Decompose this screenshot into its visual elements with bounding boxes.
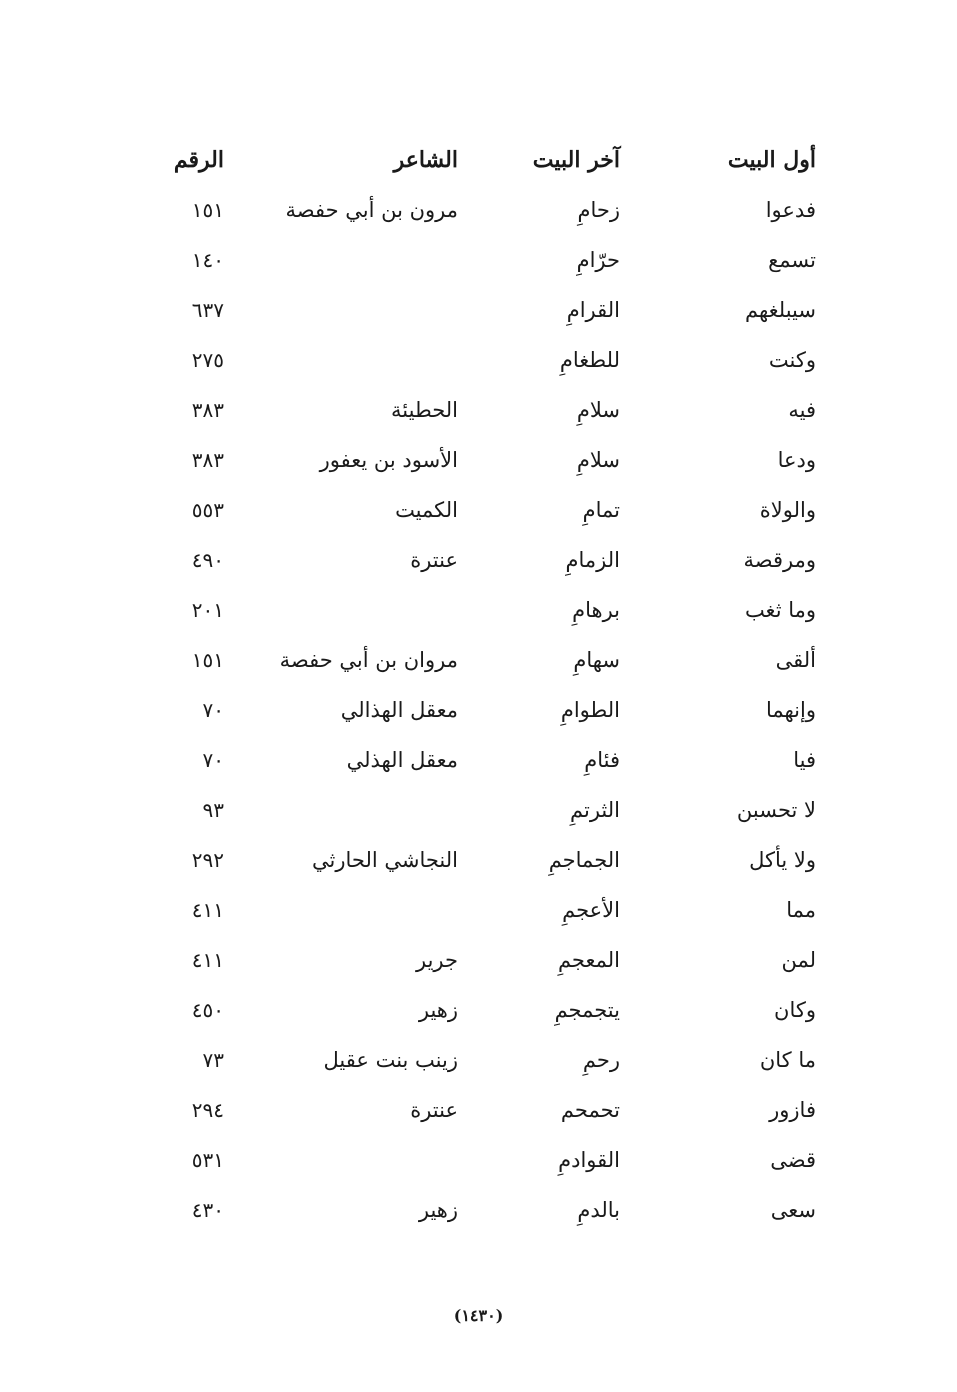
- table-row: [150, 290, 830, 340]
- number-cell: ٣٨٣: [191, 448, 224, 472]
- table-row: [150, 340, 830, 390]
- table-row: [150, 840, 830, 890]
- last-verse-cell: الطوامِ: [560, 698, 620, 722]
- first-verse-cell: ودعا: [777, 448, 816, 472]
- first-verse-cell: ولا يأكل: [749, 848, 816, 872]
- number-cell: ٢٧٥: [191, 348, 224, 372]
- first-verse-cell: ما كان: [759, 1048, 816, 1072]
- number-cell: ٤٣٠: [191, 1198, 224, 1222]
- number-cell: ٤٩٠: [191, 548, 224, 572]
- poet-cell: عنترة: [410, 548, 458, 572]
- last-verse-cell: تحمحم: [560, 1098, 620, 1122]
- first-verse-cell: فازور: [769, 1098, 816, 1122]
- poet-cell: مرون بن أبي حفصة: [285, 198, 458, 222]
- last-verse-cell: الثرتمِ: [570, 798, 620, 822]
- header-number: الرقم: [173, 147, 224, 173]
- number-cell: ٤٥٠: [191, 998, 224, 1022]
- first-verse-cell: فدعوا: [765, 198, 816, 222]
- number-cell: ١٤٠: [191, 248, 224, 272]
- table-row: [150, 390, 830, 440]
- last-verse-cell: الأعجمِ: [562, 898, 620, 922]
- number-cell: ٧٠: [202, 698, 224, 722]
- number-cell: ٥٥٣: [191, 498, 224, 522]
- table-body: [150, 190, 830, 1240]
- first-verse-cell: مما: [786, 898, 816, 922]
- last-verse-cell: يتجمجمِ: [554, 998, 620, 1022]
- number-cell: ١٥١: [191, 198, 224, 222]
- number-cell: ٦٣٧: [191, 298, 224, 322]
- last-verse-cell: تمامِ: [582, 498, 620, 522]
- poet-cell: الحطيئة: [391, 398, 458, 422]
- number-cell: ٧٣: [202, 1048, 224, 1072]
- poet-cell: الأسود بن يعفور: [319, 448, 458, 472]
- table-header: [150, 140, 830, 190]
- table-row: [150, 590, 830, 640]
- table-row: [150, 940, 830, 990]
- first-verse-cell: سعى: [770, 1198, 816, 1222]
- table-row: [150, 490, 830, 540]
- number-cell: ٣٨٣: [191, 398, 224, 422]
- last-verse-cell: حرّامِ: [576, 248, 620, 272]
- table-row: [150, 240, 830, 290]
- poet-cell: زينب بنت عقيل: [323, 1048, 458, 1072]
- table-row: [150, 540, 830, 590]
- table-row: [150, 440, 830, 490]
- first-verse-cell: تسمع: [768, 248, 816, 272]
- poet-cell: الكميت: [395, 498, 458, 522]
- first-verse-cell: وإنهما: [765, 698, 816, 722]
- page-number: (١٤٣٠): [453, 1306, 504, 1325]
- last-verse-cell: رحمِ: [582, 1048, 620, 1072]
- last-verse-cell: للطغامِ: [559, 348, 620, 372]
- last-verse-cell: الزمامِ: [565, 548, 620, 572]
- first-verse-cell: فيه: [788, 398, 816, 422]
- first-verse-cell: لا تحسبن: [736, 798, 816, 822]
- first-verse-cell: لمن: [781, 948, 816, 972]
- first-verse-cell: ومرقصة: [743, 548, 816, 572]
- number-cell: ٥٣١: [191, 1148, 224, 1172]
- first-verse-cell: وكان: [774, 998, 816, 1022]
- table-row: [150, 190, 830, 240]
- last-verse-cell: سلامِ: [576, 448, 620, 472]
- first-verse-cell: وكنت: [768, 348, 816, 372]
- header-last-verse: آخر البيت: [532, 147, 620, 173]
- table-row: [150, 890, 830, 940]
- table-row: [150, 690, 830, 740]
- first-verse-cell: سيبلغهم: [744, 298, 816, 322]
- last-verse-cell: بالدمِ: [577, 1198, 620, 1222]
- number-cell: ٢٠١: [191, 598, 224, 622]
- last-verse-cell: القرامِ: [566, 298, 620, 322]
- number-cell: ٧٠: [202, 748, 224, 772]
- last-verse-cell: القوادمِ: [558, 1148, 620, 1172]
- last-verse-cell: فئامِ: [584, 748, 620, 772]
- table-row: [150, 1140, 830, 1190]
- first-verse-cell: فيا: [793, 748, 816, 772]
- poet-cell: معقل الهذلي: [346, 748, 458, 772]
- number-cell: ٤١١: [191, 898, 224, 922]
- table-row: [150, 1040, 830, 1090]
- poet-cell: عنترة: [410, 1098, 458, 1122]
- poet-cell: النجاشي الحارثي: [312, 848, 458, 872]
- poet-cell: معقل الهذالي: [340, 698, 458, 722]
- last-verse-cell: برهامِ: [572, 598, 620, 622]
- first-verse-cell: والولاة: [759, 498, 816, 522]
- last-verse-cell: سلامِ: [576, 398, 620, 422]
- table-row: [150, 790, 830, 840]
- last-verse-cell: الجماجمِ: [548, 848, 620, 872]
- last-verse-cell: المعجمِ: [557, 948, 620, 972]
- table-row: [150, 740, 830, 790]
- table-row: [150, 640, 830, 690]
- poet-cell: زهير: [418, 1198, 458, 1222]
- number-cell: ٩٣: [202, 798, 224, 822]
- poet-cell: جرير: [416, 948, 458, 972]
- header-first-verse: أول البيت: [727, 147, 816, 173]
- last-verse-cell: زحامِ: [577, 198, 620, 222]
- table-row: [150, 1190, 830, 1240]
- first-verse-cell: قضى: [770, 1148, 816, 1172]
- header-poet: الشاعر: [393, 147, 458, 173]
- poet-cell: زهير: [418, 998, 458, 1022]
- poet-cell: مروان بن أبي حفصة: [279, 648, 458, 672]
- first-verse-cell: ألقى: [775, 648, 816, 672]
- first-verse-cell: وما ثغب: [744, 598, 816, 622]
- table-row: [150, 1090, 830, 1140]
- number-cell: ٤١١: [191, 948, 224, 972]
- verse-index-table: [150, 140, 830, 1240]
- last-verse-cell: سهامِ: [573, 648, 620, 672]
- number-cell: ٢٩٢: [191, 848, 224, 872]
- number-cell: ١٥١: [191, 648, 224, 672]
- number-cell: ٢٩٤: [191, 1098, 224, 1122]
- table-row: [150, 990, 830, 1040]
